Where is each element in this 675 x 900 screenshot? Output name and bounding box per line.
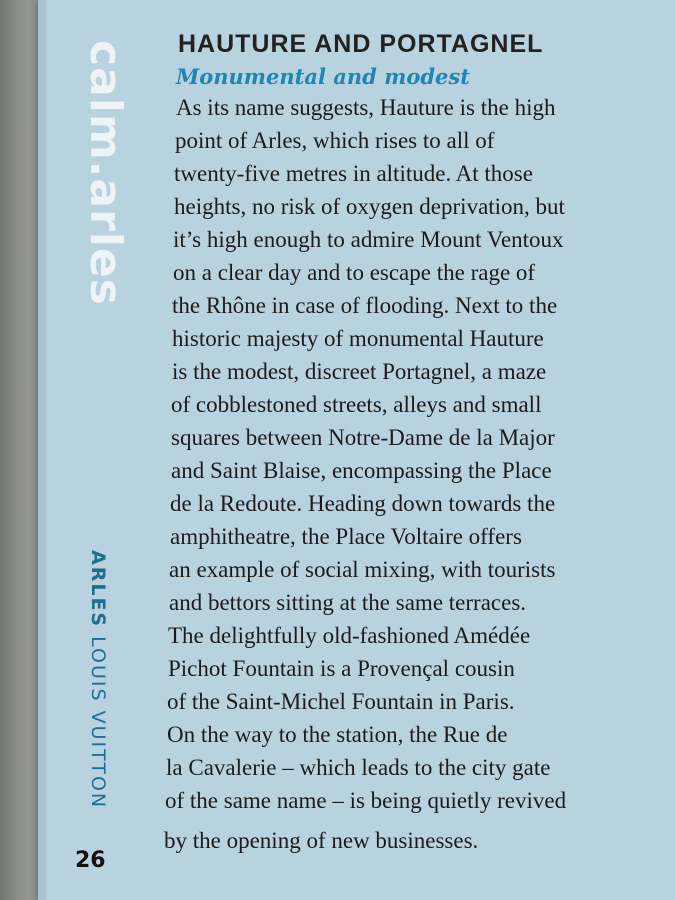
article-title: HAUTURE AND PORTAGNEL [178, 30, 544, 58]
body-line: The delightfully old-fashioned Amédée [168, 623, 531, 648]
body-line: by the opening of new businesses. [164, 828, 479, 853]
body-line: of the Saint-Michel Fountain in Paris. [167, 689, 515, 714]
body-line: As its name suggests, Hauture is the high [176, 95, 556, 120]
body-line: On the way to the station, the Rue de [167, 722, 508, 747]
body-line: and Saint Blaise, encompassing the Place [171, 458, 552, 483]
body-line: Pichot Fountain is a Provençal cousin [168, 656, 515, 681]
body-line: of the same name – is being quietly revived [165, 788, 567, 813]
body-line: an example of social mixing, with tourists [169, 557, 556, 582]
masthead-vertical: calm.arles [80, 40, 131, 306]
body-line: of cobblestoned streets, alleys and small [171, 392, 542, 417]
body-line: is the modest, discreet Portagnel, a maze [172, 359, 547, 384]
body-line: it’s high enough to admire Mount Ventoux [173, 227, 564, 252]
series-brand: LOUIS VUITTON [87, 636, 109, 810]
page-number: 26 [75, 848, 106, 873]
body-line: twenty-five metres in altitude. At those [174, 161, 533, 186]
body-line: and bettors sitting at the same terraces. [169, 590, 527, 615]
body-line: la Cavalerie – which leads to the city gate [166, 755, 551, 780]
body-line: historic majesty of monumental Hauture [172, 326, 544, 351]
body-line: heights, no risk of oxygen deprivation, but [174, 194, 565, 219]
article-subtitle: Monumental and modest [176, 64, 470, 89]
body-line: the Rhône in case of flooding. Next to the [172, 293, 558, 318]
body-line: amphitheatre, the Place Voltaire offers [170, 524, 522, 549]
series-city: ARLES [87, 550, 109, 629]
body-line: squares between Notre-Dame de la Major [171, 425, 555, 450]
body-line: point of Arles, which rises to all of [175, 128, 495, 153]
body-line: on a clear day and to escape the rage of [173, 260, 536, 285]
body-line: de la Redoute. Heading down towards the [170, 491, 556, 516]
